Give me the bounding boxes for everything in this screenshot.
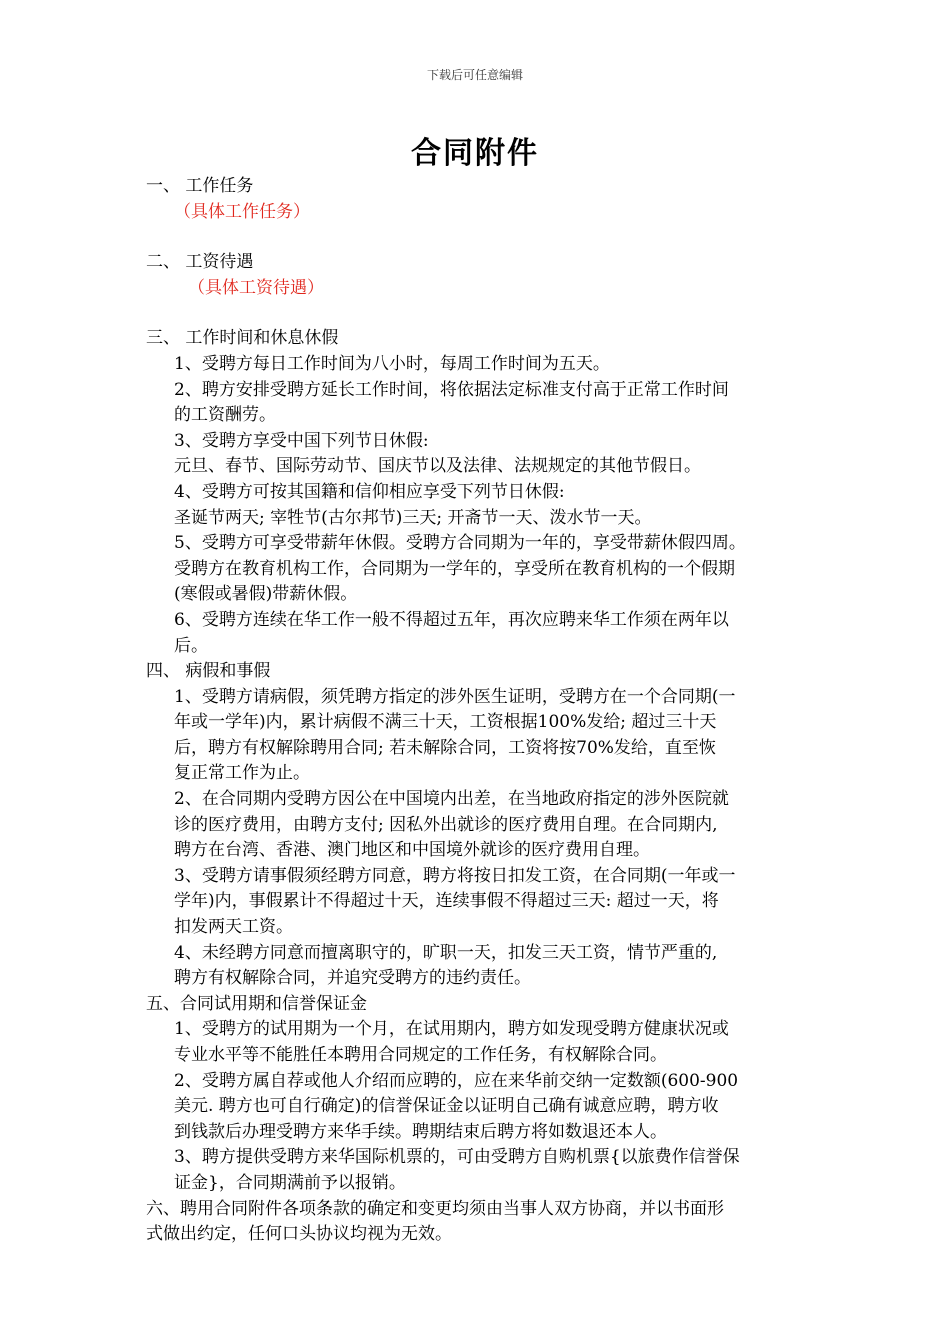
text-line: 到钱款后办理受聘方来华手续。聘期结束后聘方将如数退还本人。 [174, 1121, 667, 1142]
text-line: 聘方有权解除合同，并追究受聘方的违约责任。 [174, 968, 531, 989]
spacer [146, 301, 818, 326]
text-line: 3、聘方提供受聘方来华国际机票的，可由受聘方自购机票{以旅费作信誉保 [174, 1147, 740, 1168]
text-line: 专业水平等不能胜任本聘用合同规定的工作任务，有权解除合同。 [174, 1045, 667, 1065]
document-body [146, 174, 818, 1248]
text-line: 聘方在台湾、香港、澳门地区和中国境外就诊的医疗费用自理。 [174, 840, 650, 861]
text-line: 2、聘方安排受聘方延长工作时间，将依据法定标准支付高于正常工作时间 [174, 379, 729, 400]
section-2-placeholder: （具体工资待遇） [188, 277, 324, 298]
header-note: 下载后可任意编辑 [426, 68, 523, 82]
text-line: 3、受聘方享受中国下列节日休假: [174, 430, 429, 451]
text-line: 美元. 聘方也可自行确定)的信誉保证金以证明自己确有诚意应聘，聘方收 [174, 1096, 719, 1117]
section-6-text: 六、聘用合同附件各项条款的确定和变更均须由当事人双方协商，并以书面形 [146, 1198, 724, 1219]
text-line: 后，聘方有权解除聘用合同; 若未解除合同，工资将按70%发给，直至恢 [174, 737, 716, 758]
section-4-body [146, 685, 818, 992]
text-line: 后。 [174, 635, 208, 656]
text-line: 扣发两天工资。 [174, 917, 293, 938]
text-line: 受聘方在教育机构工作，合同期为一学年的，享受所在教育机构的一个假期 [174, 558, 735, 579]
text-line: 诊的医疗费用，由聘方支付; 因私外出就诊的医疗费用自理。在合同期内, [174, 814, 718, 835]
text-line: 2、在合同期内受聘方因公在中国境内出差，在当地政府指定的涉外医院就 [174, 789, 729, 810]
text-line: 5、受聘方可享受带薪年休假。受聘方合同期为一年的，享受带薪休假四周。 [174, 533, 746, 554]
section-3-body [146, 352, 818, 659]
text-line: 证金}，合同期满前予以报销。 [174, 1172, 406, 1193]
text-line: (寒假或暑假)带薪休假。 [174, 584, 358, 605]
text-line: 1、受聘方每日工作时间为八小时，每周工作时间为五天。 [174, 353, 610, 374]
section-1-heading: 一、 工作任务 [146, 176, 254, 196]
text-line: 元旦、春节、国际劳动节、国庆节以及法律、法规规定的其他节假日。 [174, 456, 701, 477]
text-line: 1、受聘方请病假，须凭聘方指定的涉外医生证明，受聘方在一个合同期(一 [174, 686, 736, 707]
text-line: 4、未经聘方同意而擅离职守的，旷职一天，扣发三天工资，情节严重的, [174, 942, 718, 963]
section-3-heading: 三、 工作时间和休息休假 [146, 328, 339, 349]
text-line: 学年)内，事假累计不得超过十天，连续事假不得超过三天: 超过一天，将 [174, 891, 719, 912]
spacer [146, 225, 818, 250]
text-line: 2、受聘方属自荐或他人介绍而应聘的，应在来华前交纳一定数额(600-900 [174, 1070, 739, 1091]
section-5-heading: 五、合同试用期和信誉保证金 [146, 993, 367, 1014]
text-line: 复正常工作为止。 [174, 763, 310, 784]
text-line: 6、受聘方连续在华工作一般不得超过五年，再次应聘来华工作须在两年以 [174, 609, 729, 630]
section-2-heading: 二、 工资待遇 [146, 252, 254, 273]
text-line: 的工资酬劳。 [174, 405, 276, 426]
text-line: 1、受聘方的试用期为一个月，在试用期内，聘方如发现受聘方健康状况或 [174, 1019, 729, 1040]
text-line: 3、受聘方请事假须经聘方同意，聘方将按日扣发工资，在合同期(一年或一 [174, 865, 736, 886]
section-6-text: 式做出约定，任何口头协议均视为无效。 [146, 1224, 452, 1245]
text-line: 年或一学年)内，累计病假不满三十天，工资根据100%发给; 超过三十天 [174, 712, 717, 733]
text-line: 4、受聘方可按其国籍和信仰相应享受下列节日休假: [174, 481, 565, 502]
section-1-placeholder: （具体工作任务） [174, 201, 310, 222]
section-4-heading: 四、 病假和事假 [146, 661, 271, 682]
page-title: 合同附件 [411, 136, 539, 171]
section-5-body [146, 1017, 818, 1196]
text-line: 圣诞节两天; 宰牲节(古尔邦节)三天; 开斋节一天、泼水节一天。 [174, 507, 652, 528]
